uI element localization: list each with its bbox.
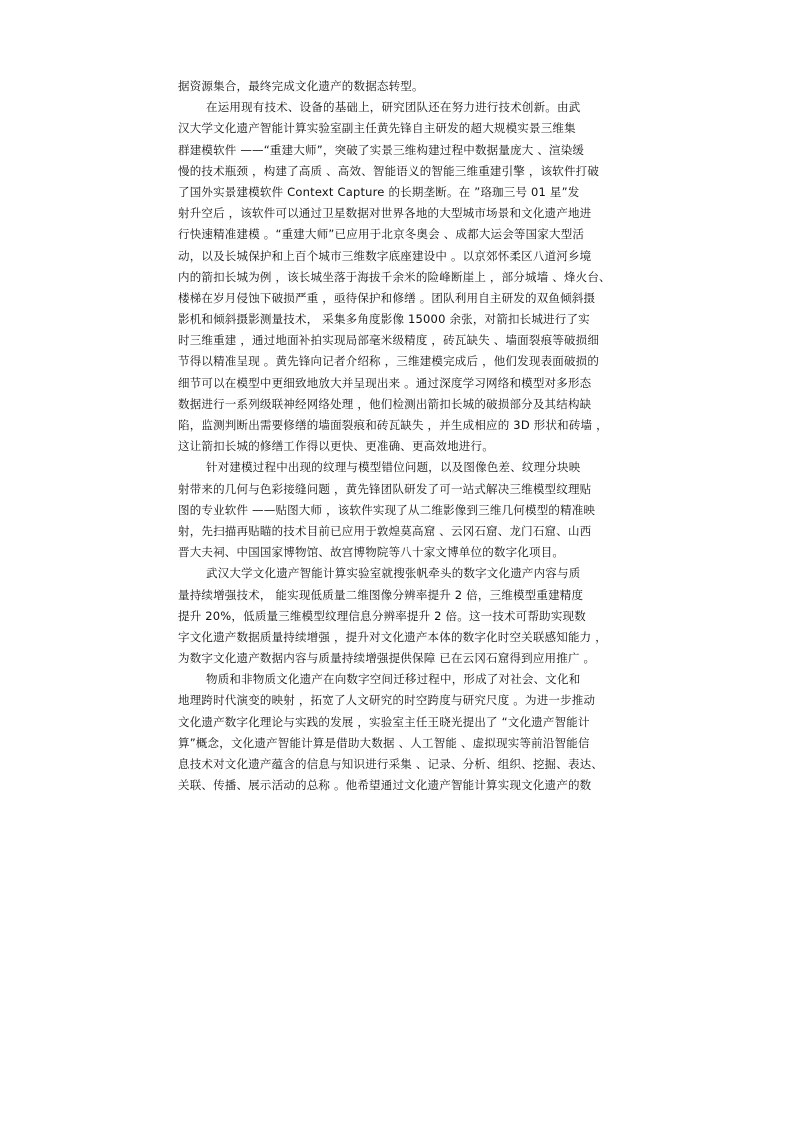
text-line: 射升空后 ，该软件可以通过卫星数据对世界各地的大型城市场景和文化遗产地进: [178, 206, 592, 221]
text-line: 晋大夫祠、中国国家博物馆、故宫博物院等八十家文博单位的数字化项目。: [178, 545, 565, 560]
text-line: 为数字文化遗产数据内容与质量持续增强提供保障 已在云冈石窟得到应用推广 。: [178, 651, 596, 666]
text-line: 关联、传播、展示活动的总称 。他希望通过文化遗产智能计算实现文化遗产的数: [178, 778, 592, 793]
text-line: 细节可以在模型中更细致地放大并呈现出来 。通过深度学习网络和模型对多形态: [178, 375, 592, 390]
text-line: 物质和非物质文化遗产在向数字空间迁移过程中，形成了对社会、文化和: [206, 672, 581, 687]
text-line: 据资源集合，最终完成文化遗产的数据态转型。: [178, 79, 424, 93]
text-line: 在运用现有技术、设备的基础上，研究团队还在努力进行技术创新。由武: [206, 100, 581, 115]
text-line: 影机和倾斜摄影测量技术， 采集多角度影像 15000 余张，对箭扣长城进行了实: [178, 312, 590, 327]
text-line: 息技术对文化遗产蕴含的信息与知识进行采集 、记录、分析、组织、挖掘、表达、: [178, 757, 604, 771]
text-line: 行快速精准建模 。“重建大师”已应用于北京冬奥会 、成都大运会等国家大型活: [178, 227, 585, 242]
text-line: 射，先扫描再贴瞄的技术目前已应用于敦煌莫高窟 、云冈石窟、龙门石窟、山西: [178, 523, 592, 538]
text-line: 了国外实景建模软件 Context Capture 的长期垄断。在 ”珞珈三号 01 星”发: [178, 184, 580, 199]
text-line: 地理跨时代演变的映射 ，拓宽了人文研究的时空跨度与研究尺度 。为进一步推动: [178, 693, 596, 708]
text-line: 慢的技术瓶颈 ，构建了高质 、高效、智能语义的智能三维重建引擎 ，该软件打破: [178, 163, 600, 178]
text-line: 楼梯在岁月侵蚀下破损严重 ，亟待保护和修缮 。团队利用自主研发的双鱼倾斜摄: [178, 290, 596, 305]
text-line: 针对建模过程中出现的纹理与模型错位问题，以及图像色差、纹理分块映: [206, 460, 581, 475]
text-line: 量持续增强技术， 能实现低质量二维图像分辨率提升 2 倍，三维模型重建精度: [178, 587, 584, 602]
text-line: 算”概念，文化遗产智能计算是借助大数据 、人工智能 、虚拟现实等前沿智能信: [178, 735, 590, 750]
text-line: 武汉大学文化遗产智能计算实验室就搜张帆牵头的数字文化遗产内容与质: [206, 566, 581, 581]
text-line: 群建模软件 ——“重建大师”，突破了实景三维构建过程中数据量庞大 、渲染缓: [178, 142, 585, 157]
article-body: [178, 76, 626, 796]
text-line: 汉大学文化遗产智能计算实验室副主任黄先锋自主研发的超大规模实景三维集: [178, 121, 576, 136]
text-line: 陷，监测判断出需要修缮的墙面裂痕和砖瓦缺失 ，并生成相应的 3D 形状和砖墙 ，: [178, 418, 608, 432]
text-line: 内的箭扣长城为例 ，该长城坐落于海拔千余米的险峰断崖上 ，部分城墙 、烽火台、: [178, 269, 611, 284]
text-line: 这让箭扣长城的修缮工作得以更快、更准确、更高效地进行。: [178, 439, 494, 454]
text-line: 数据进行一系列级联神经网络处理 ，他们检测出箭扣长城的破损部分及其结构缺: [178, 396, 592, 411]
text-line: 时三维重建 ，通过地面补拍实现局部毫米级精度 ，砖瓦缺失 、墙面裂痕等破损细: [178, 333, 600, 348]
text-line: 动，以及长城保护和上百个城市三维数字底座建设中 。以京郊怀柔区八道河乡境: [178, 248, 592, 263]
text-line: 节得以精准呈现 。黄先锋向记者介绍称 ，三维建模完成后 ，他们发现表面破损的: [178, 354, 600, 369]
text-line: 图的专业软件 ——贴图大师 ，该软件实现了从二维影像到三维几何模型的精准映: [178, 502, 596, 517]
text-line: 提升 20%，低质量三维模型纹理信息分辨率提升 2 倍。这一技术可帮助实现数: [178, 608, 586, 623]
text-line: 文化遗产数字化理论与实践的发展 ，实验室主任王晓光提出了 “文化遗产智能计: [178, 714, 590, 729]
text-line: 射带来的几何与色彩接缝问题 ，黄先锋团队研发了可一站式解决三维模型纹理贴: [178, 481, 592, 496]
text-line: 字文化遗产数据质量持续增强 ，提升对文化遗产本体的数字化时空关联感知能力 ，: [178, 629, 607, 644]
